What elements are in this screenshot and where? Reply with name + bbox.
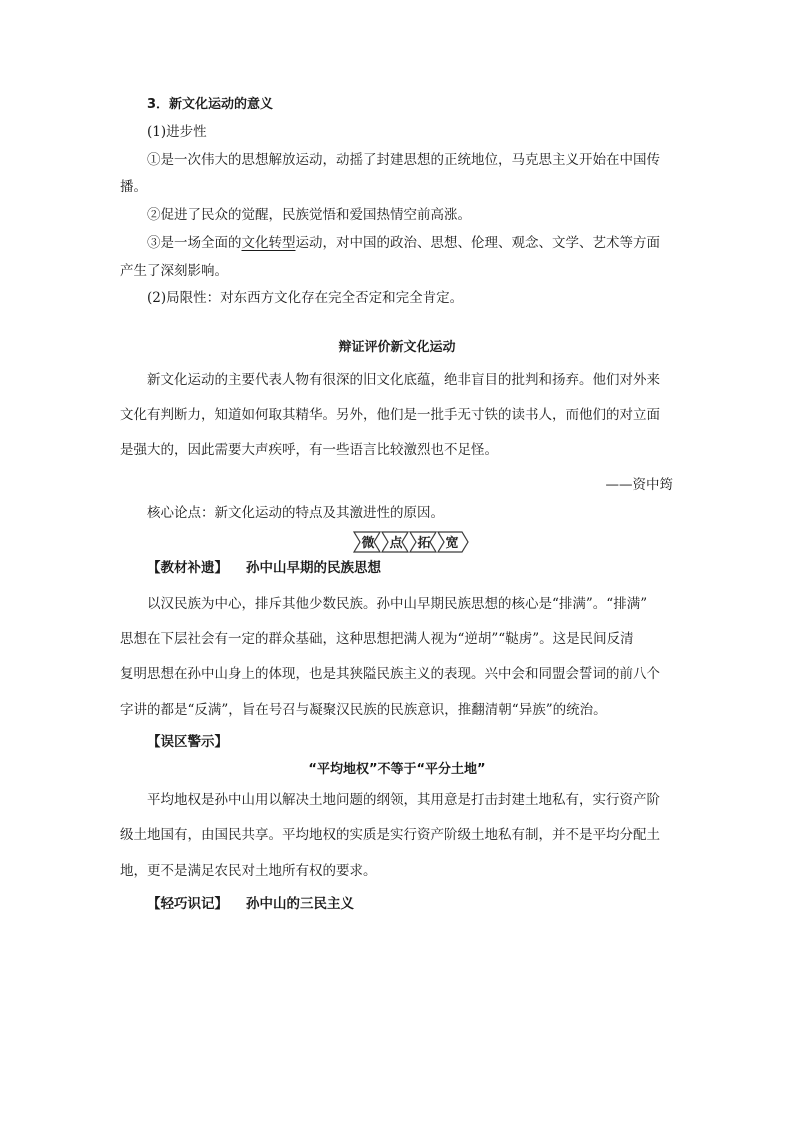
misconception-line: 级土地国有，由国民共享。平均地权的实质是实行资产阶级土地私有制，并不是平均分配土	[120, 827, 660, 843]
debate-line: 新文化运动的主要代表人物有很深的旧文化底蕴，绝非盲目的批判和扬弃。他们对外来	[147, 372, 660, 388]
item2: ②促进了民众的觉醒，民族觉悟和爱国热情空前高涨。	[147, 207, 471, 223]
section-heading: 3．新文化运动的意义	[147, 97, 274, 112]
item1-line2: 播。	[120, 179, 147, 195]
banner-char: 微	[361, 536, 375, 551]
supplement-line: 复明思想在孙中山身上的体现，也是其狭隘民族主义的表现。兴中会和同盟会誓词的前八个	[120, 666, 660, 682]
supplement-heading	[147, 558, 680, 578]
limitation: (2)局限性：对东西方文化存在完全否定和完全肯定。	[147, 290, 464, 306]
misconception-tag-text: 【误区警示】	[147, 734, 228, 750]
debate-title: 辩证评价新文化运动	[338, 340, 456, 355]
debate-line: 是强大的，因此需要大声疾呼，有一些语言比较激烈也不足怪。	[120, 442, 498, 458]
supplement-line: 以汉民族为中心，排斥其他少数民族。孙中山早期民族思想的核心是“排满”。“排满”	[147, 596, 648, 612]
misconception-title: “平均地权”不等于“平分土地”	[308, 762, 486, 777]
memory-title: 孙中山的三民主义	[246, 896, 354, 912]
debate-attribution: ——资中筠	[605, 477, 673, 493]
debate-line: 文化有判断力，知道如何取其精华。另外，他们是一批手无寸铁的读书人，而他们的对立面	[120, 407, 660, 423]
item3-line1	[147, 233, 680, 253]
item3-line2: 产生了深刻影响。	[120, 263, 228, 279]
item1-line1: ①是一次伟大的思想解放运动，动摇了封建思想的正统地位，马克思主义开始在中国传	[147, 152, 660, 168]
misconception-tag	[147, 732, 680, 752]
banner-char: 拓	[417, 536, 431, 551]
misconception-line: 地，更不是满足农民对土地所有权的要求。	[120, 863, 377, 879]
supplement-title: 孙中山早期的民族思想	[246, 560, 381, 576]
banner-char: 宽	[445, 536, 459, 551]
item3-pre: ③是一场全面的	[147, 235, 242, 251]
memory-heading	[147, 894, 680, 914]
memory-tag: 【轻巧识记】	[147, 896, 228, 912]
core-point: 核心论点：新文化运动的特点及其激进性的原因。	[147, 505, 444, 521]
supplement-line: 字讲的都是“反满”，旨在号召与凝聚汉民族的民族意识，推翻清朝“异族”的统治。	[120, 702, 607, 718]
banner-char: 点	[389, 536, 403, 551]
banner-svg	[352, 531, 470, 553]
misconception-line: 平均地权是孙中山用以解决土地问题的纲领，其用意是打击封建土地私有，实行资产阶	[147, 792, 660, 808]
item3-post: 运动，对中国的政治、思想、伦理、观念、文学、艺术等方面	[295, 235, 660, 251]
micro-point-banner	[352, 531, 470, 553]
supplement-line: 思想在下层社会有一定的群众基础，这种思想把满人视为“逆胡”“鞑虏”。这是民间反清	[120, 631, 634, 647]
progressive-label: (1)进步性	[147, 124, 207, 140]
supplement-tag: 【教材补遗】	[147, 560, 228, 576]
item3-underlined: 文化转型	[241, 235, 296, 251]
